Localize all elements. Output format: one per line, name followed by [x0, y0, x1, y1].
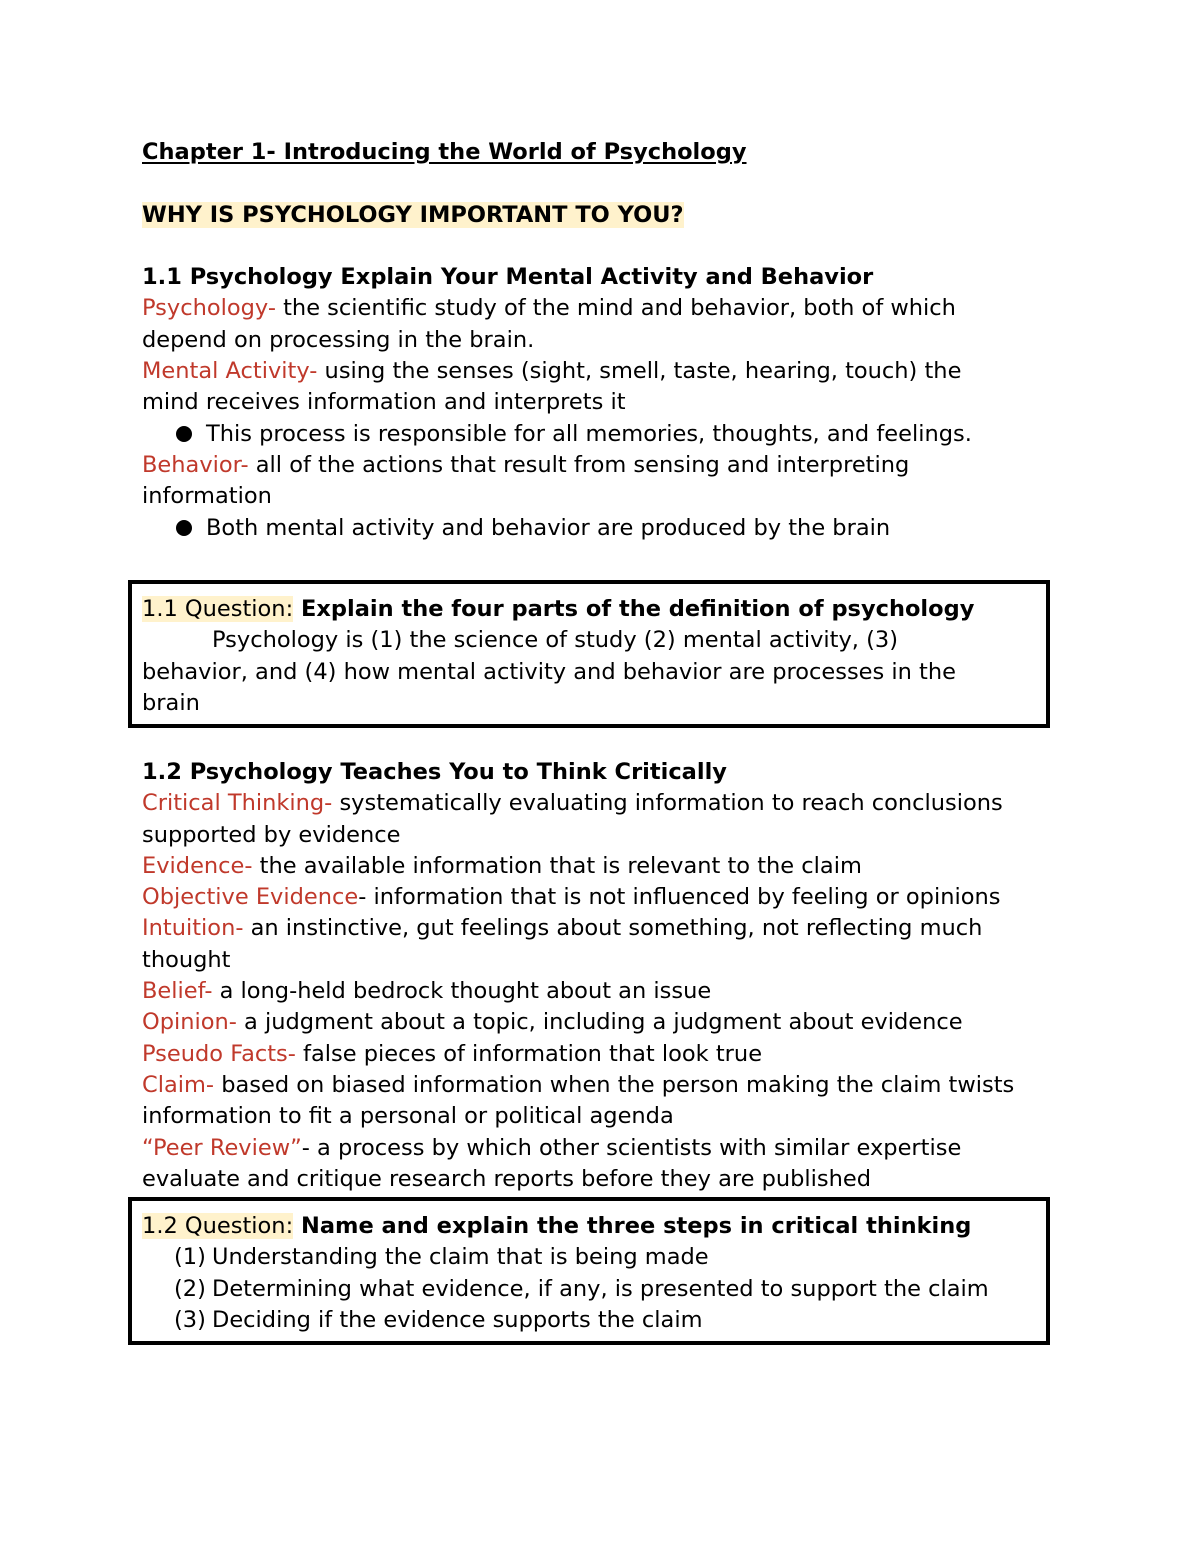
chapter-title: Chapter 1- Introducing the World of Psychology [142, 139, 747, 165]
question-label: 1.1 Question: [142, 596, 294, 622]
definition-text: the scientific study of the mind and behavior, both of which [275, 295, 956, 322]
definition-peer-review [142, 1133, 1062, 1164]
definition-continuation: evaluate and critique research reports before they are published [142, 1165, 872, 1192]
answer-line: Psychology is (1) the science of study (2) mental activity, (3) [212, 627, 898, 654]
term-psychology: Psychology- [142, 295, 276, 322]
term-evidence: Evidence- [142, 852, 253, 879]
bullet-icon [176, 426, 192, 442]
question-1-prompt [142, 594, 974, 625]
definition-intuition [142, 913, 1062, 944]
step-number: (2) [174, 1275, 206, 1302]
definition-critical-thinking [142, 788, 1062, 819]
definition-continuation: information to fit a personal or political agenda [142, 1103, 674, 1130]
term-mental-activity: Mental Activity- [142, 358, 318, 385]
step-number: (3) [174, 1306, 206, 1333]
term-belief: Belief- [142, 978, 213, 1005]
definition-text: a long-held bedrock thought about an issue [212, 978, 712, 1005]
definition-claim [142, 1070, 1062, 1101]
definition-text: based on biased information when the person making the claim twists [214, 1071, 1015, 1098]
document-body [142, 137, 1062, 544]
definition-text: using the senses (sight, smell, taste, hearing, touch) the [317, 358, 962, 385]
step-item [142, 1242, 989, 1273]
definition-text: false pieces of information that look true [295, 1040, 763, 1067]
step-number: (1) [174, 1244, 206, 1271]
answer-line: behavior, and (4) how mental activity and behavior are processes in the [142, 658, 956, 685]
term-claim: Claim- [142, 1071, 215, 1098]
answer-line: brain [142, 689, 200, 716]
main-heading [142, 200, 1062, 231]
definition-text: - information that is not influenced by feeling or opinions [358, 884, 1001, 911]
definition-text: a judgment about a topic, including a judgment about evidence [236, 1009, 963, 1036]
definition-psychology [142, 293, 1062, 324]
bullet-icon [176, 520, 192, 536]
section-1-heading: 1.1 Psychology Explain Your Mental Activity and Behavior [142, 264, 874, 291]
bullet-text: Both mental activity and behavior are produced by the brain [206, 514, 891, 541]
definition-text: the available information that is relevant to the claim [252, 852, 862, 879]
spacer [142, 231, 1062, 262]
definition-continuation: depend on processing in the brain. [142, 326, 535, 353]
main-heading-text: WHY IS PSYCHOLOGY IMPORTANT TO YOU? [142, 201, 684, 228]
question-box-1 [128, 580, 1050, 728]
bullet-item [142, 513, 1062, 544]
term-critical-thinking: Critical Thinking- [142, 790, 333, 817]
term-intuition: Intuition- [142, 915, 244, 942]
section-2-heading: 1.2 Psychology Teaches You to Think Critically [142, 759, 727, 785]
bullet-text: This process is responsible for all memories, thoughts, and feelings. [206, 420, 972, 447]
term-objective-evidence: Objective Evidence [142, 884, 359, 911]
step-item [142, 1305, 989, 1336]
question-text: Name and explain the three steps in critical thinking [293, 1213, 972, 1239]
definition-continuation: mind receives information and interprets it [142, 389, 626, 416]
definition-objective-evidence [142, 882, 1062, 913]
definition-text: an instinctive, gut feelings about something, not reflecting much [243, 915, 983, 942]
definition-opinion [142, 1007, 1062, 1038]
definition-text: all of the actions that result from sensing and interpreting [248, 451, 910, 478]
definition-text: - a process by which other scientists with similar expertise [301, 1134, 962, 1161]
term-opinion: Opinion- [142, 1009, 237, 1036]
question-2-prompt [142, 1211, 989, 1242]
spacer [142, 168, 1062, 199]
bullet-item [142, 419, 1062, 450]
step-text: Deciding if the evidence supports the claim [212, 1306, 703, 1333]
question-text: Explain the four parts of the definition of psychology [293, 596, 975, 622]
term-behavior: Behavior- [142, 451, 249, 478]
question-box-2 [128, 1197, 1050, 1345]
question-box-content [142, 594, 974, 719]
question-box-content [142, 1211, 989, 1336]
definition-evidence [142, 851, 1062, 882]
definition-pseudo-facts [142, 1039, 1062, 1070]
definition-text: systematically evaluating information to reach conclusions [332, 790, 1003, 817]
definition-continuation: thought [142, 946, 231, 973]
definition-continuation: information [142, 483, 272, 510]
definition-belief [142, 976, 1062, 1007]
definition-mental-activity [142, 356, 1062, 387]
term-pseudo-facts: Pseudo Facts- [142, 1040, 296, 1067]
step-text: Understanding the claim that is being made [212, 1244, 709, 1271]
definition-behavior [142, 450, 1062, 481]
section-2 [142, 757, 1062, 1195]
term-peer-review: “Peer Review” [142, 1134, 302, 1161]
question-label: 1.2 Question: [142, 1213, 294, 1239]
step-text: Determining what evidence, if any, is presented to support the claim [212, 1275, 989, 1302]
step-item [142, 1274, 989, 1305]
definition-continuation: supported by evidence [142, 821, 401, 848]
